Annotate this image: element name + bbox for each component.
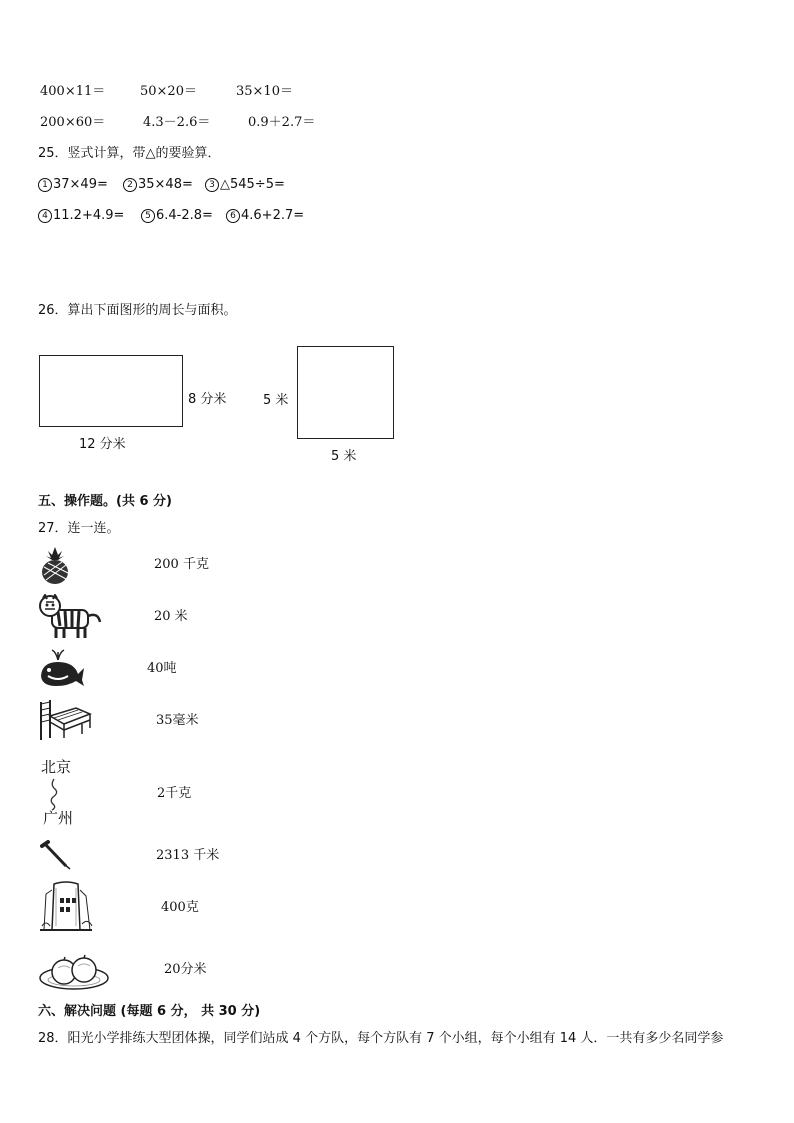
circle-number: 4 xyxy=(38,209,52,223)
q25-item-text: 11.2+4.9= xyxy=(53,208,125,223)
q25-item-4 xyxy=(38,209,124,223)
match-label-1: 200 千克 xyxy=(154,557,209,572)
map-label-beijing: 北京 xyxy=(41,758,72,776)
q26-title: 26．算出下面图形的周长与面积。 xyxy=(38,303,237,318)
q25-item-text: 6.4-2.8= xyxy=(156,208,213,223)
section6-title: 六、解决问题 (每题 6 分， 共 30 分) xyxy=(38,1004,261,1019)
tiger-icon xyxy=(38,594,102,640)
oral-calc-2-1: 200×60＝ xyxy=(40,115,106,130)
q25-title: 25．竖式计算，带△的要验算． xyxy=(38,146,221,161)
circle-number: 1 xyxy=(38,178,52,192)
rectangle-height-label: 8 分米 xyxy=(188,392,227,407)
q25-item-2 xyxy=(123,178,193,192)
q28-text: 28．阳光小学排练大型团体操，同学们站成 4 个方队，每个方队有 7 个小组，每个小组有 14 人．一共有多少名同学参 xyxy=(38,1031,724,1046)
square-bottom-label: 5 米 xyxy=(331,449,357,464)
map-route-icon xyxy=(40,777,74,811)
rectangle-figure xyxy=(39,355,183,427)
match-label-3: 40吨 xyxy=(147,661,177,676)
whale-icon xyxy=(38,648,86,688)
circle-number: 2 xyxy=(123,178,137,192)
q25-item-text: 4.6+2.7= xyxy=(241,208,305,223)
building-icon xyxy=(38,880,94,934)
q25-item-1 xyxy=(38,178,108,192)
circle-number: 5 xyxy=(141,209,155,223)
map-label-guangzhou: 广州 xyxy=(43,809,74,827)
match-label-7: 400克 xyxy=(161,900,199,915)
fruit-plate-icon xyxy=(38,950,110,992)
pineapple-icon xyxy=(38,545,72,585)
oral-calc-1-1: 400×11＝ xyxy=(40,84,106,99)
q25-item-3 xyxy=(205,178,285,192)
nail-icon xyxy=(38,840,72,870)
q25-item-text: 35×48= xyxy=(138,177,193,192)
oral-calc-2-3: 0.9＋2.7＝ xyxy=(248,115,316,130)
q25-item-text: 37×49= xyxy=(53,177,108,192)
square-figure xyxy=(297,346,394,439)
q27-title: 27．连一连。 xyxy=(38,521,120,536)
match-label-4: 35毫米 xyxy=(156,713,199,728)
match-label-8: 20分米 xyxy=(164,962,207,977)
match-label-5: 2千克 xyxy=(157,786,192,801)
match-label-6: 2313 千米 xyxy=(156,848,220,863)
q25-item-5 xyxy=(141,209,213,223)
circle-number: 6 xyxy=(226,209,240,223)
oral-calc-1-2: 50×20＝ xyxy=(140,84,197,99)
q25-item-6 xyxy=(226,209,304,223)
match-label-2: 20 米 xyxy=(154,609,188,624)
oral-calc-1-3: 35×10＝ xyxy=(236,84,293,99)
oral-calc-2-2: 4.3－2.6＝ xyxy=(143,115,211,130)
q25-item-text: △545÷5= xyxy=(220,177,285,192)
circle-number: 3 xyxy=(205,178,219,192)
rectangle-width-label: 12 分米 xyxy=(79,437,126,452)
square-side-label: 5 米 xyxy=(263,393,289,408)
bed-icon xyxy=(38,698,92,742)
section5-title: 五、操作题。(共 6 分) xyxy=(38,494,172,509)
